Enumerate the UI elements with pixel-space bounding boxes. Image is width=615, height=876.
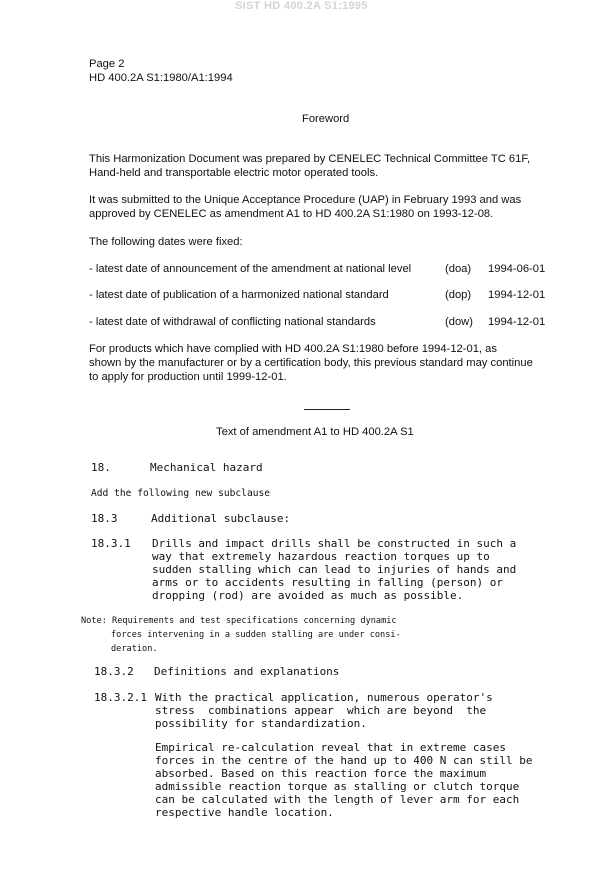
text-line: admissible reaction torque as stalling or clutch torque bbox=[155, 780, 520, 793]
text-line: dropping (rod) are avoided as much as possible. bbox=[152, 589, 464, 602]
text-line: possibility for standardization. bbox=[155, 717, 367, 730]
date-row-doa-date: 1994-06-01 bbox=[488, 263, 546, 275]
clause-18-title: Mechanical hazard bbox=[150, 461, 263, 474]
page-number: Page 2 bbox=[89, 58, 125, 70]
text-line: respective handle location. bbox=[155, 806, 334, 819]
text-line: For products which have complied with HD 400.2A S1:1980 before 1994-12-01, as bbox=[89, 343, 497, 355]
note-line: Note: Requirements and test specifications concerning dynamic bbox=[81, 616, 397, 626]
text-line: This Harmonization Document was prepared by CENELEC Technical Committee TC 61F, bbox=[89, 153, 531, 165]
date-row-dop-label: - latest date of publication of a harmonized national standard bbox=[89, 289, 389, 301]
text-line: forces in the centre of the hand up to 400 N can still be bbox=[155, 754, 533, 767]
text-line: way that extremely hazardous reaction torques up to bbox=[152, 550, 490, 563]
text-line: can be calculated with the length of lever arm for each bbox=[155, 793, 520, 806]
clause-18-number: 18. bbox=[91, 461, 111, 474]
date-row-dow-date: 1994-12-01 bbox=[488, 316, 546, 328]
note-line: deration. bbox=[111, 644, 158, 654]
date-row-dow-code: (dow) bbox=[445, 316, 473, 328]
clause-18-3-2-number: 18.3.2 bbox=[94, 665, 134, 678]
date-row-dop-date: 1994-12-01 bbox=[488, 289, 546, 301]
clause-18-3-2-1-number: 18.3.2.1 bbox=[94, 691, 147, 704]
dates-intro: The following dates were fixed: bbox=[89, 236, 243, 248]
text-line: arms or to accidents resulting in falling (person) or bbox=[152, 576, 503, 589]
text-line: approved by CENELEC as amendment A1 to HD 400.2A S1:1980 on 1993-12-08. bbox=[89, 208, 494, 220]
date-row-doa-label: - latest date of announcement of the amendment at national level bbox=[89, 263, 412, 275]
note-block bbox=[81, 614, 401, 656]
clause-18-3-1-text bbox=[152, 537, 516, 602]
text-line: With the practical application, numerous operator's bbox=[155, 691, 493, 704]
text-line: sudden stalling which can lead to injuries of hands and bbox=[152, 563, 517, 576]
text-line: Empirical re-calculation reveal that in extreme cases bbox=[155, 741, 506, 754]
clause-18-3-2-1-paragraph-2 bbox=[155, 741, 533, 819]
date-row-doa-code: (doa) bbox=[445, 263, 472, 275]
add-instruction: Add the following new subclause bbox=[91, 488, 271, 499]
foreword-paragraph-2 bbox=[89, 193, 521, 221]
text-line: stress combinations appear which are beyond the bbox=[155, 704, 487, 717]
date-row-dow-label: - latest date of withdrawal of conflicting national standards bbox=[89, 316, 376, 328]
text-line: It was submitted to the Unique Acceptance Procedure (UAP) in February 1993 and was bbox=[89, 194, 522, 206]
separator-rule bbox=[304, 409, 350, 410]
note-line: forces intervening in a sudden stalling are under consi- bbox=[111, 630, 401, 640]
foreword-paragraph-1 bbox=[89, 152, 530, 180]
foreword-paragraph-3 bbox=[89, 342, 533, 384]
document-id: HD 400.2A S1:1980/A1:1994 bbox=[89, 72, 233, 84]
text-line: Hand-held and transportable electric motor operated tools. bbox=[89, 167, 379, 179]
clause-18-3-number: 18.3 bbox=[91, 512, 118, 525]
watermark: SIST HD 400.2A S1:1995 bbox=[235, 0, 368, 12]
text-line: to apply for production until 1999-12-01. bbox=[89, 371, 287, 383]
text-line: absorbed. Based on this reaction force the maximum bbox=[155, 767, 487, 780]
clause-18-3-2-1-text bbox=[155, 691, 493, 730]
amendment-title: Text of amendment A1 to HD 400.2A S1 bbox=[216, 426, 414, 438]
clause-18-3-2-title: Definitions and explanations bbox=[154, 665, 340, 678]
foreword-title: Foreword bbox=[302, 113, 350, 125]
clause-18-3-title: Additional subclause: bbox=[151, 512, 291, 525]
clause-18-3-1-number: 18.3.1 bbox=[91, 537, 131, 550]
text-line: Drills and impact drills shall be constructed in such a bbox=[152, 537, 517, 550]
date-row-dop-code: (dop) bbox=[445, 289, 472, 301]
text-line: shown by the manufacturer or by a certification body, this previous standard may continue bbox=[89, 357, 533, 369]
